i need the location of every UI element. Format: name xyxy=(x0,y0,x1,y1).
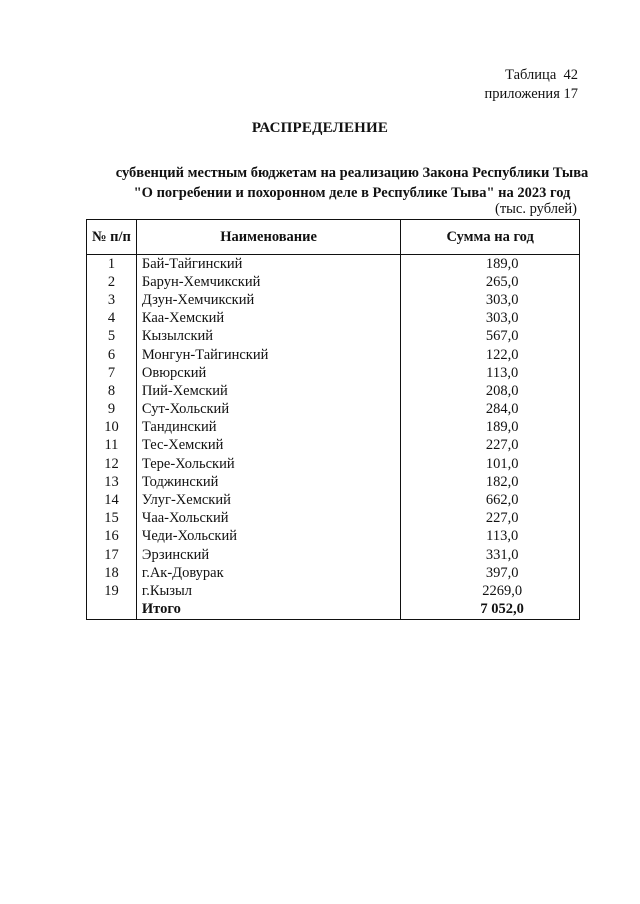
amount-cell: 208,0 xyxy=(401,382,580,400)
row-number-cell: 12 xyxy=(87,455,137,473)
amount-cell: 303,0 xyxy=(401,310,580,328)
table-row xyxy=(87,255,580,274)
table-row xyxy=(87,473,580,491)
appendix-number-label: приложения 17 xyxy=(484,86,578,102)
table-row xyxy=(87,491,580,509)
row-number-cell: 11 xyxy=(87,437,137,455)
district-name-cell: Каа-Хемский xyxy=(136,310,400,328)
row-number-cell: 3 xyxy=(87,291,137,309)
table-row xyxy=(87,291,580,309)
amount-cell: 182,0 xyxy=(401,473,580,491)
total-label-cell: Итого xyxy=(136,601,400,620)
table-row xyxy=(87,310,580,328)
column-header-number: № п/п xyxy=(87,220,137,255)
table-row xyxy=(87,419,580,437)
district-name-cell: Тандинский xyxy=(136,419,400,437)
table-row xyxy=(87,528,580,546)
amount-cell: 567,0 xyxy=(401,328,580,346)
table-row xyxy=(87,455,580,473)
table-row xyxy=(87,510,580,528)
district-name-cell: Дзун-Хемчикский xyxy=(136,291,400,309)
district-name-cell: Чеди-Хольский xyxy=(136,528,400,546)
row-number-cell: 7 xyxy=(87,364,137,382)
amount-cell: 189,0 xyxy=(401,419,580,437)
district-name-cell: Овюрский xyxy=(136,364,400,382)
row-number-cell: 13 xyxy=(87,473,137,491)
row-number-cell: 19 xyxy=(87,582,137,600)
district-name-cell: Тере-Хольский xyxy=(136,455,400,473)
row-number-cell: 10 xyxy=(87,419,137,437)
document-subtitle xyxy=(64,163,640,203)
district-name-cell: Пий-Хемский xyxy=(136,382,400,400)
table-row xyxy=(87,328,580,346)
total-row xyxy=(87,601,580,620)
amount-cell: 303,0 xyxy=(401,291,580,309)
district-name-cell: г.Ак-Довурак xyxy=(136,564,400,582)
district-name-cell: г.Кызыл xyxy=(136,582,400,600)
unit-label: (тыс. рублей) xyxy=(495,201,577,217)
amount-cell: 284,0 xyxy=(401,401,580,419)
row-number-cell: 16 xyxy=(87,528,137,546)
amount-cell: 101,0 xyxy=(401,455,580,473)
table-row xyxy=(87,273,580,291)
row-number-cell: 14 xyxy=(87,491,137,509)
amount-cell: 227,0 xyxy=(401,510,580,528)
amount-cell: 397,0 xyxy=(401,564,580,582)
district-name-cell: Чаа-Хольский xyxy=(136,510,400,528)
table-row xyxy=(87,382,580,400)
table-row xyxy=(87,437,580,455)
district-name-cell: Сут-Хольский xyxy=(136,401,400,419)
table-row xyxy=(87,564,580,582)
table-number-label: Таблица 42 xyxy=(505,67,578,83)
row-number-cell: 17 xyxy=(87,546,137,564)
amount-cell: 662,0 xyxy=(401,491,580,509)
row-number-cell: 9 xyxy=(87,401,137,419)
district-name-cell: Тес-Хемский xyxy=(136,437,400,455)
amount-cell: 265,0 xyxy=(401,273,580,291)
district-name-cell: Бай-Тайгинский xyxy=(136,255,400,274)
document-title: РАСПРЕДЕЛЕНИЕ xyxy=(251,120,389,136)
row-number-cell: 6 xyxy=(87,346,137,364)
amount-cell: 2269,0 xyxy=(401,582,580,600)
district-name-cell: Кызылский xyxy=(136,328,400,346)
subtitle-line-2: "О погребении и похоронном деле в Республике Тыва" на 2023 год xyxy=(133,185,571,201)
district-name-cell: Эрзинский xyxy=(136,546,400,564)
table-row xyxy=(87,546,580,564)
row-number-cell: 18 xyxy=(87,564,137,582)
amount-cell: 331,0 xyxy=(401,546,580,564)
row-number-cell: 15 xyxy=(87,510,137,528)
table-row xyxy=(87,364,580,382)
appendix-reference xyxy=(485,66,578,104)
row-number-cell: 5 xyxy=(87,328,137,346)
district-name-cell: Барун-Хемчикский xyxy=(136,273,400,291)
column-header-sum: Сумма на год xyxy=(401,220,580,255)
total-amount-cell: 7 052,0 xyxy=(401,601,580,620)
amount-cell: 189,0 xyxy=(401,255,580,274)
amount-cell: 113,0 xyxy=(401,364,580,382)
amount-cell: 122,0 xyxy=(401,346,580,364)
table-body xyxy=(87,255,580,620)
row-number-cell: 1 xyxy=(87,255,137,274)
district-name-cell: Монгун-Тайгинский xyxy=(136,346,400,364)
subtitle-line-1: субвенций местным бюджетам на реализацию Закона Республики Тыва xyxy=(115,165,589,181)
distribution-table xyxy=(86,219,580,620)
total-number-cell xyxy=(87,601,137,620)
row-number-cell: 8 xyxy=(87,382,137,400)
district-name-cell: Тоджинский xyxy=(136,473,400,491)
district-name-cell: Улуг-Хемский xyxy=(136,491,400,509)
table-header-row xyxy=(87,220,580,255)
row-number-cell: 2 xyxy=(87,273,137,291)
table-row xyxy=(87,346,580,364)
column-header-name: Наименование xyxy=(136,220,400,255)
table-row xyxy=(87,401,580,419)
amount-cell: 113,0 xyxy=(401,528,580,546)
amount-cell: 227,0 xyxy=(401,437,580,455)
row-number-cell: 4 xyxy=(87,310,137,328)
table-row xyxy=(87,582,580,600)
